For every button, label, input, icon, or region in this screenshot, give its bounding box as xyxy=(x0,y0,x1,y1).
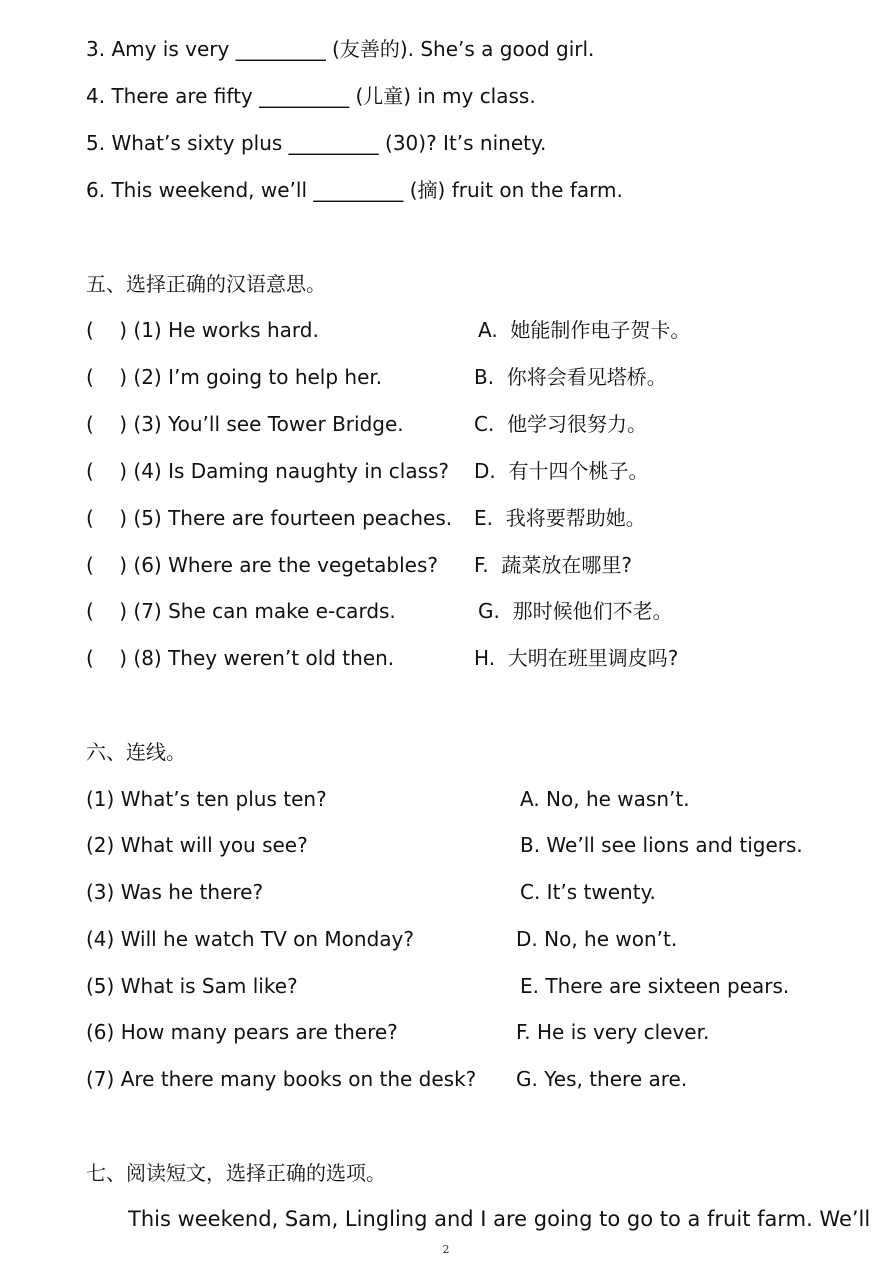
section-7-heading: 七、阅读短文，选择正确的选项。 xyxy=(86,1161,386,1185)
section-6-question-7: (7) Are there many books on the desk? xyxy=(86,1067,477,1091)
section-5-question-7: ( ) (7) She can make e-cards. xyxy=(86,599,396,623)
fill-blank-item-5: 5. What’s sixty plus _________ (30)? It’s ninety. xyxy=(86,131,547,155)
section-5-option-b: B. 你将会看见塔桥。 xyxy=(474,365,667,389)
reading-passage: This weekend, Sam, Lingling and I are going to go to a fruit farm. We’ll xyxy=(128,1207,871,1231)
section-5-option-f: F. 蔬菜放在哪里? xyxy=(474,553,632,577)
fill-blank-item-4: 4. There are fifty _________ (儿童) in my class. xyxy=(86,84,536,108)
section-6-question-3: (3) Was he there? xyxy=(86,880,264,904)
section-6-question-5: (5) What is Sam like? xyxy=(86,974,298,998)
section-5-question-1: ( ) (1) He works hard. xyxy=(86,318,319,342)
section-6-question-4: (4) Will he watch TV on Monday? xyxy=(86,927,414,951)
section-6-answer-e: E. There are sixteen pears. xyxy=(520,974,790,998)
section-6-answer-g: G. Yes, there are. xyxy=(516,1067,688,1091)
section-5-question-8: ( ) (8) They weren’t old then. xyxy=(86,646,395,670)
section-5-option-h: H. 大明在班里调皮吗? xyxy=(474,646,679,670)
section-6-answer-a: A. No, he wasn’t. xyxy=(520,787,690,811)
section-6-heading: 六、连线。 xyxy=(86,740,186,764)
section-6-answer-b: B. We’ll see lions and tigers. xyxy=(520,833,803,857)
section-5-question-3: ( ) (3) You’ll see Tower Bridge. xyxy=(86,412,404,436)
section-5-heading: 五、选择正确的汉语意思。 xyxy=(86,272,326,296)
fill-blank-item-6: 6. This weekend, we’ll _________ (摘) fruit on the farm. xyxy=(86,178,623,202)
section-5-question-6: ( ) (6) Where are the vegetables? xyxy=(86,553,438,577)
section-5-question-2: ( ) (2) I’m going to help her. xyxy=(86,365,383,389)
section-5-option-c: C. 他学习很努力。 xyxy=(474,412,648,436)
section-6-answer-d: D. No, he won’t. xyxy=(516,927,678,951)
section-5-question-5: ( ) (5) There are fourteen peaches. xyxy=(86,506,453,530)
section-6-question-6: (6) How many pears are there? xyxy=(86,1020,398,1044)
section-5-option-e: E. 我将要帮助她。 xyxy=(474,506,646,530)
section-5-option-a: A. 她能制作电子贺卡。 xyxy=(478,318,691,342)
fill-blank-item-3: 3. Amy is very _________ (友善的). She’s a good girl. xyxy=(86,37,595,61)
section-5-question-4: ( ) (4) Is Daming naughty in class? xyxy=(86,459,450,483)
section-6-question-1: (1) What’s ten plus ten? xyxy=(86,787,327,811)
section-6-answer-f: F. He is very clever. xyxy=(516,1020,710,1044)
section-6-question-2: (2) What will you see? xyxy=(86,833,308,857)
page-number: 2 xyxy=(442,1243,450,1256)
section-5-option-g: G. 那时候他们不老。 xyxy=(478,599,673,623)
section-5-option-d: D. 有十四个桃子。 xyxy=(474,459,649,483)
section-6-answer-c: C. It’s twenty. xyxy=(520,880,656,904)
